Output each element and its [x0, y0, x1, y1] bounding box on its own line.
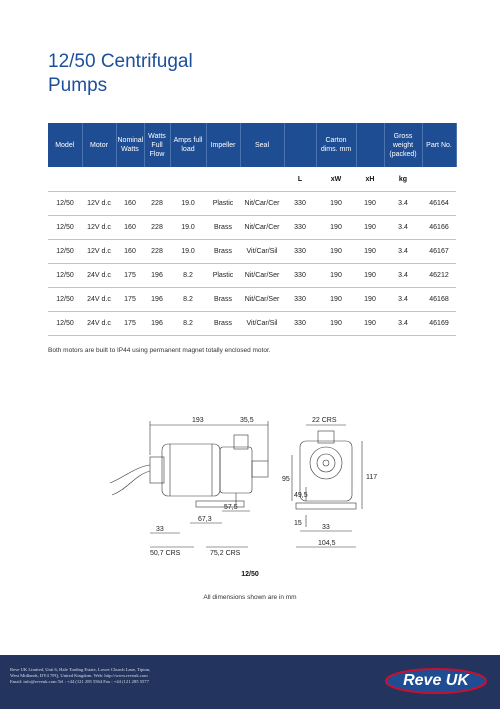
table-cell: 196	[144, 264, 170, 288]
header-cell: Impeller	[206, 123, 240, 167]
header-cell: Carton dims. mm	[316, 123, 356, 167]
pump-head-outline	[220, 447, 252, 493]
table-cell: 190	[316, 240, 356, 264]
table-cell: 24V d.c	[82, 264, 116, 288]
table-cell: 190	[316, 216, 356, 240]
header-cell: Nominal Watts	[116, 123, 144, 167]
subheader-cell	[240, 167, 284, 192]
footer-line-2: West Midlands, DY4 7PQ, United Kingdom. Web: http://www.reveuk.com	[10, 673, 148, 678]
table-cell: 46166	[422, 216, 456, 240]
table-cell: 3.4	[384, 192, 422, 216]
cable-2	[112, 471, 150, 495]
table-cell: 190	[356, 192, 384, 216]
dim-95: 95	[282, 476, 290, 483]
table-cell: 19.0	[170, 192, 206, 216]
table-cell: 190	[356, 264, 384, 288]
table-cell: 12/50	[48, 288, 82, 312]
title-line-1: 12/50 Centrifugal	[48, 51, 193, 72]
header-cell: Gross weight (packed)	[384, 123, 422, 167]
table-cell: 330	[284, 288, 316, 312]
table-cell: 12V d.c	[82, 240, 116, 264]
table-cell: 330	[284, 312, 316, 336]
table-cell: 190	[316, 264, 356, 288]
spec-table-container	[48, 123, 456, 336]
cable-1	[110, 465, 150, 483]
reve-uk-logo	[384, 667, 488, 695]
table-subheader-row	[48, 167, 456, 192]
table-cell: 330	[284, 240, 316, 264]
table-cell: 12V d.c	[82, 216, 116, 240]
table-cell: Nit/Car/Ser	[240, 288, 284, 312]
table-cell: Brass	[206, 216, 240, 240]
dim-33-right: 33	[322, 524, 330, 531]
table-cell: 12/50	[48, 312, 82, 336]
table-cell: 330	[284, 192, 316, 216]
subheader-cell: kg	[384, 167, 422, 192]
motor-note: Both motors are built to IP44 using permanent magnet totally enclosed motor.	[48, 347, 271, 354]
table-cell: Brass	[206, 312, 240, 336]
header-cell: Seal	[240, 123, 284, 167]
front-impeller-circle	[310, 447, 342, 479]
table-cell: 190	[316, 288, 356, 312]
pump-inlet-port	[252, 461, 268, 477]
table-cell: 3.4	[384, 240, 422, 264]
title-line-2: Pumps	[48, 75, 108, 96]
table-cell: Plastic	[206, 264, 240, 288]
dimensions-note: All dimensions shown are in mm	[203, 594, 297, 601]
subheader-cell	[206, 167, 240, 192]
table-cell: 175	[116, 264, 144, 288]
subheader-cell	[170, 167, 206, 192]
subheader-cell	[422, 167, 456, 192]
table-header-row	[48, 123, 456, 167]
table-row	[48, 312, 456, 336]
table-cell: 46169	[422, 312, 456, 336]
table-cell: 190	[316, 312, 356, 336]
table-cell: Nit/Car/Cer	[240, 192, 284, 216]
table-cell: 46212	[422, 264, 456, 288]
drawing-caption: 12/50	[241, 571, 259, 578]
motor-body-outline	[162, 444, 220, 496]
spec-table	[48, 123, 457, 336]
table-cell: 160	[116, 216, 144, 240]
footer-line-3: Email: info@reveuk.com Tel : +44 (121 285 5564 Fax : +44 (121 285 5577	[10, 679, 149, 684]
subheader-cell	[116, 167, 144, 192]
footer-address	[10, 667, 150, 685]
dim-22-crs: 22 CRS	[312, 417, 337, 424]
dim-35-5: 35,5	[240, 417, 254, 424]
table-cell: 160	[116, 240, 144, 264]
subheader-cell	[48, 167, 82, 192]
table-cell: 330	[284, 264, 316, 288]
dim-57-5: 57,5	[224, 504, 238, 511]
table-cell: 175	[116, 312, 144, 336]
table-cell: 46168	[422, 288, 456, 312]
table-cell: 190	[356, 216, 384, 240]
table-cell: 190	[356, 288, 384, 312]
table-row	[48, 288, 456, 312]
table-cell: 228	[144, 192, 170, 216]
table-cell: 196	[144, 312, 170, 336]
table-cell: 330	[284, 216, 316, 240]
table-cell: Brass	[206, 288, 240, 312]
table-cell: Nit/Car/Ser	[240, 264, 284, 288]
table-cell: 3.4	[384, 216, 422, 240]
table-body	[48, 192, 456, 336]
dim-49-5: 49,5	[294, 492, 308, 499]
table-cell: 12/50	[48, 216, 82, 240]
table-cell: 12V d.c	[82, 192, 116, 216]
table-cell: 12/50	[48, 264, 82, 288]
dimension-drawing	[0, 405, 500, 567]
dim-15: 15	[294, 520, 302, 527]
table-cell: 190	[316, 192, 356, 216]
table-cell: 12/50	[48, 192, 82, 216]
dim-117: 117	[366, 474, 378, 481]
subheader-cell	[144, 167, 170, 192]
front-view-outline	[300, 441, 352, 501]
table-cell: 3.4	[384, 264, 422, 288]
dim-75-2-crs: 75,2 CRS	[210, 550, 241, 557]
table-cell: 3.4	[384, 288, 422, 312]
subheader-cell: xW	[316, 167, 356, 192]
header-cell: Amps full load	[170, 123, 206, 167]
table-row	[48, 216, 456, 240]
table-cell: 8.2	[170, 264, 206, 288]
dim-104-5: 104,5	[318, 540, 336, 547]
footer-line-1: Reve UK Limited, Unit 6, Hale Trading Estate, Lower Church Lane, Tipton,	[10, 667, 151, 672]
table-cell: Brass	[206, 240, 240, 264]
table-cell: 160	[116, 192, 144, 216]
table-cell: 8.2	[170, 312, 206, 336]
table-row	[48, 192, 456, 216]
table-cell: 3.4	[384, 312, 422, 336]
table-cell: 175	[116, 288, 144, 312]
subheader-cell	[82, 167, 116, 192]
table-cell: 196	[144, 288, 170, 312]
table-cell: 24V d.c	[82, 288, 116, 312]
header-cell: Motor	[82, 123, 116, 167]
subheader-cell: xH	[356, 167, 384, 192]
dim-67-3: 67,3	[198, 516, 212, 523]
header-cell: Watts Full Flow	[144, 123, 170, 167]
dim-193: 193	[192, 417, 204, 424]
dim-33-left: 33	[156, 526, 164, 533]
table-cell: 190	[356, 312, 384, 336]
table-cell: 19.0	[170, 240, 206, 264]
table-cell: 46167	[422, 240, 456, 264]
dim-50-7-crs: 50,7 CRS	[150, 550, 181, 557]
subheader-cell: L	[284, 167, 316, 192]
header-cell: Model	[48, 123, 82, 167]
table-cell: Plastic	[206, 192, 240, 216]
table-cell: 24V d.c	[82, 312, 116, 336]
table-cell: Vit/Car/Sil	[240, 240, 284, 264]
page-title	[48, 50, 193, 98]
logo-text: Reve UK	[403, 672, 469, 689]
table-row	[48, 240, 456, 264]
table-cell: 46164	[422, 192, 456, 216]
table-cell: 19.0	[170, 216, 206, 240]
table-row	[48, 264, 456, 288]
table-cell: Vit/Car/Sil	[240, 312, 284, 336]
table-cell: 228	[144, 216, 170, 240]
table-cell: 8.2	[170, 288, 206, 312]
table-cell: Nit/Car/Cer	[240, 216, 284, 240]
header-cell	[356, 123, 384, 167]
header-cell: Part No.	[422, 123, 456, 167]
table-cell: 228	[144, 240, 170, 264]
table-cell: 190	[356, 240, 384, 264]
header-cell	[284, 123, 316, 167]
table-cell: 12/50	[48, 240, 82, 264]
